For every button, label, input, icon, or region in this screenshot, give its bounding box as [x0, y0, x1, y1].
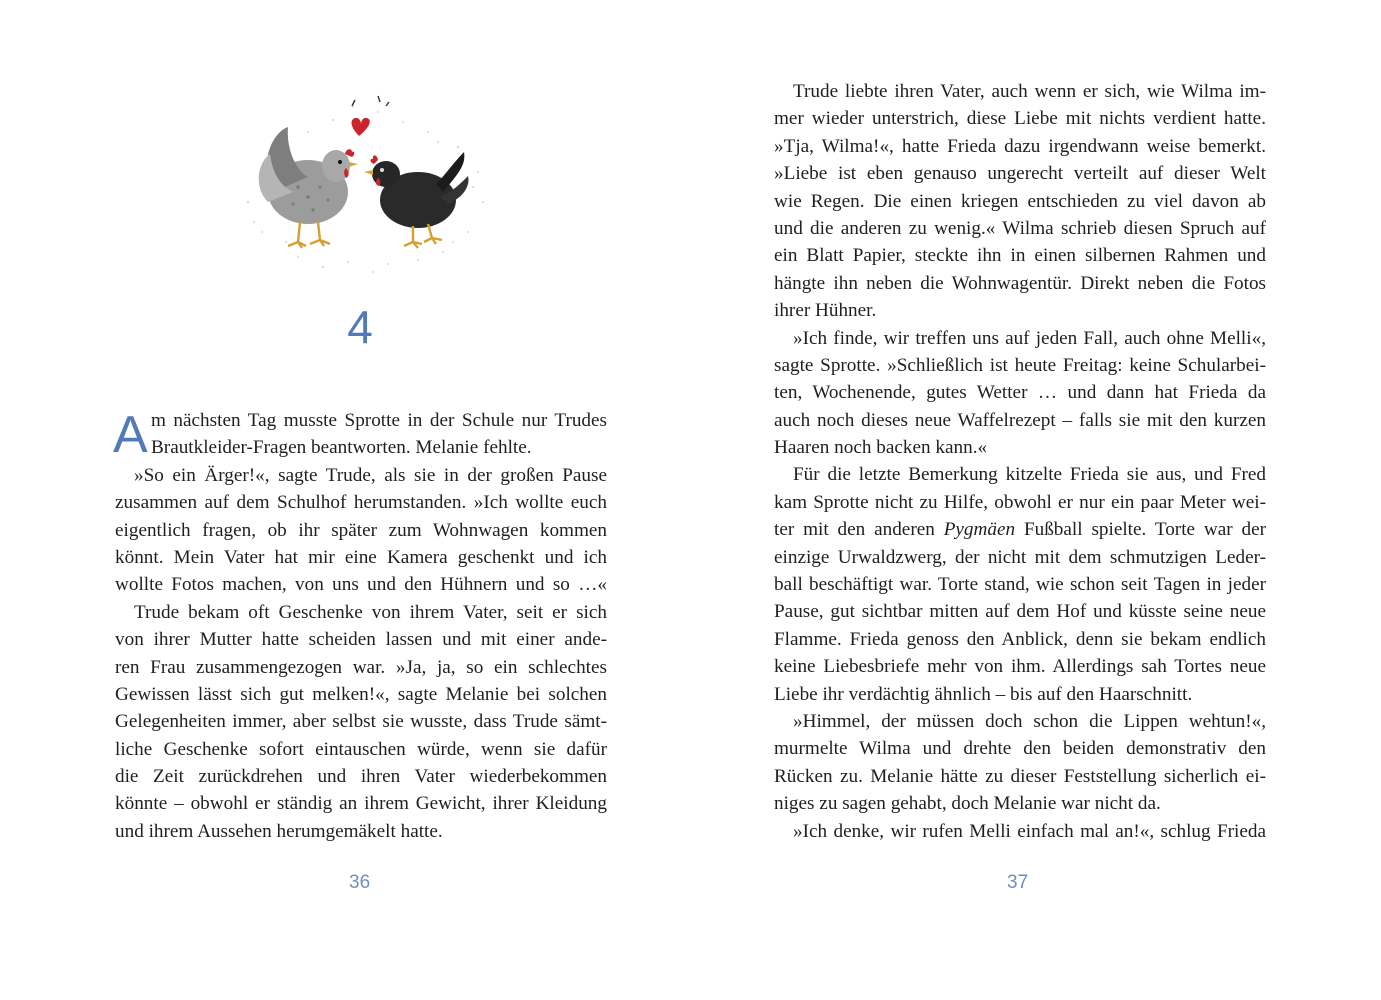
- text-line: ihrer Hühner.: [774, 300, 877, 322]
- text-line: Flamme. Frieda genoss den Anblick, denn sie bekam endlich: [774, 628, 1266, 650]
- text-line: Liebe ihr verdächtig ähnlich – bis auf den Haarschnitt.: [774, 683, 1193, 705]
- text-line: Brautkleider-Fragen beantworten. Melanie fehlte.: [151, 437, 532, 459]
- text-line: keine Liebesbriefe mehr von ihm. Allerdings sah Tortes neue: [774, 656, 1266, 678]
- text-line: kam Sprotte nicht zu Hilfe, obwohl er nur ein paar Meter wei-: [774, 491, 1266, 513]
- text-line-mixed: [774, 516, 1266, 543]
- text-line: ein Blatt Papier, steckte ihn in einen silbernen Rahmen und: [774, 245, 1266, 267]
- text-segment: Fußball spielte. Torte war der: [1023, 519, 1267, 541]
- right-page-text: [774, 78, 1266, 845]
- text-line: »Tja, Wilma!«, hatte Frieda dazu irgendwann weise bemerkt.: [774, 135, 1266, 157]
- text-line: sagte Sprotte. »Schließlich ist heute Freitag: keine Schularbei-: [774, 354, 1266, 376]
- page-number-right: 37: [1007, 872, 1029, 893]
- drop-cap: A: [113, 406, 148, 464]
- text-line: einzige Urwaldzwerg, der nicht mit dem schmutzigen Leder-: [774, 546, 1266, 568]
- text-line: auch noch dieses neue Waffelrezept – falls sie mit den kurzen: [774, 409, 1266, 431]
- text-line: »Ich denke, wir rufen Melli einfach mal an!«, schlug Frieda: [793, 820, 1266, 842]
- chickens-illustration-icon: [228, 92, 510, 300]
- text-line: wie Regen. Die einen kriegen entschieden zu viel davon ab: [774, 190, 1266, 212]
- text-line: von ihrer Mutter hatte scheiden lassen und mit einer ande-: [115, 629, 607, 651]
- text-line: und ihrem Aussehen herumgemäkelt hatte.: [115, 820, 443, 842]
- page-number-left: 36: [349, 872, 371, 893]
- italic-word: Pygmäen: [943, 519, 1016, 541]
- left-page-text: [115, 407, 607, 845]
- text-line: hängte ihn neben die Wohnwagentür. Direkt neben die Fotos: [774, 272, 1266, 294]
- chapter-number: 4: [347, 301, 373, 353]
- text-line: und die anderen zu wenig.« Wilma schrieb diesen Spruch auf: [774, 217, 1266, 239]
- text-line: könnt. Mein Vater hat mir eine Kamera geschenkt und ich: [115, 546, 607, 568]
- text-line: Trude liebte ihren Vater, auch wenn er sich, wie Wilma im-: [793, 81, 1266, 102]
- left-page: [0, 0, 690, 1000]
- text-line: könnte – obwohl er ständig an ihrem Gewicht, ihrer Kleidung: [115, 793, 607, 815]
- text-line: ten, Wochenende, gutes Wetter … und dann hat Frieda da: [774, 382, 1266, 404]
- text-line: ball beschäftigt war. Torte stand, wie schon seit Tagen in jeder: [774, 574, 1266, 596]
- text-line: niges zu sagen gehabt, doch Melanie war nicht da.: [774, 793, 1161, 815]
- text-line: liche Geschenke sofort eintauschen würde, wenn sie dafür: [115, 738, 607, 760]
- right-page: [690, 0, 1380, 1000]
- text-line: zusammen auf dem Schulhof herumstanden. »Ich wollte euch: [115, 492, 607, 514]
- text-line: »Ich finde, wir treffen uns auf jeden Fall, auch ohne Melli«,: [793, 327, 1266, 349]
- text-line: m nächsten Tag musste Sprotte in der Schule nur Trudes: [151, 410, 607, 431]
- text-line: murmelte Wilma und drehte den beiden demonstrativ den: [774, 738, 1266, 760]
- text-line: eigentlich fragen, ob ihr später zum Wohnwagen kommen: [115, 519, 607, 541]
- text-line: die Zeit zurückdrehen und ihren Vater wiederbekommen: [115, 766, 607, 788]
- black-chicken: [364, 152, 468, 248]
- text-segment: ter mit den anderen: [774, 519, 935, 541]
- text-line: wollte Fotos machen, von uns und den Hühnern und so …«: [115, 574, 607, 596]
- text-line: Trude bekam oft Geschenke von ihrem Vater, seit er sich: [134, 601, 607, 623]
- text-line: Rücken zu. Melanie hätte zu dieser Feststellung sicherlich ei-: [774, 765, 1266, 787]
- text-line: »So ein Ärger!«, sagte Trude, als sie in der großen Pause: [134, 464, 607, 486]
- text-line: ren Frau zusammengezogen war. »Ja, ja, so ein schlechtes: [115, 656, 607, 678]
- text-line: »Himmel, der müssen doch schon die Lippen wehtun!«,: [793, 710, 1266, 732]
- text-line: Pause, gut sichtbar mitten auf dem Hof und küsste seine neue: [774, 601, 1266, 623]
- text-line: Gewissen lässt sich gut melken!«, sagte Melanie bei solchen: [115, 683, 607, 705]
- text-line: Gelegenheiten immer, aber selbst sie wusste, dass Trude sämt-: [115, 711, 607, 733]
- grey-chicken: [259, 127, 358, 248]
- text-line: Für die letzte Bemerkung kitzelte Frieda sie aus, und Fred: [793, 464, 1266, 486]
- text-line: mer wieder unterstrich, diese Liebe mit nichts verdient hatte.: [774, 108, 1266, 130]
- text-line: Haaren noch backen kann.«: [774, 437, 988, 459]
- text-line: »Liebe ist eben genauso ungerecht verteilt auf dieser Welt: [774, 163, 1266, 185]
